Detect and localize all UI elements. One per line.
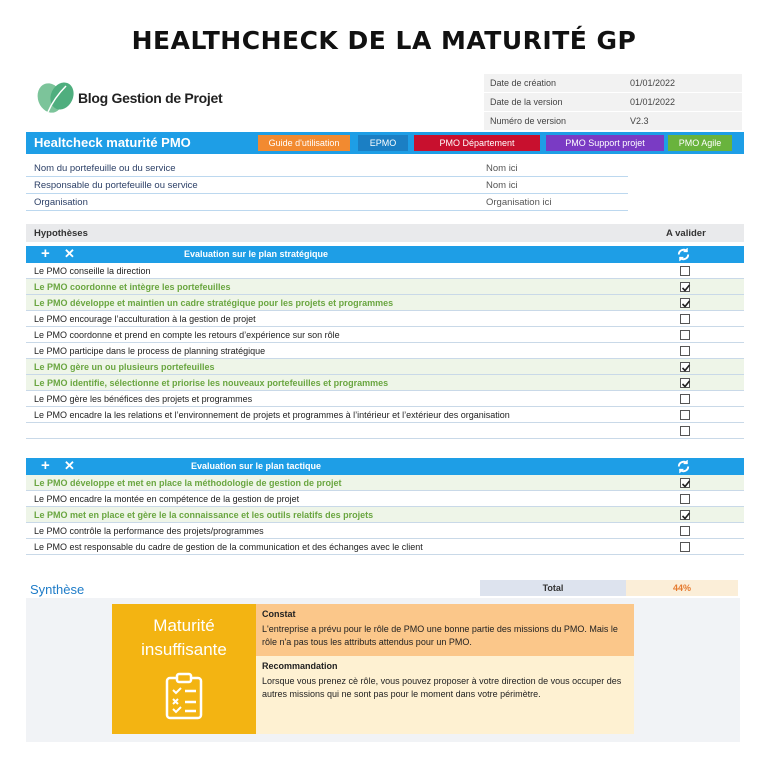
checkbox[interactable] <box>680 394 690 404</box>
checkbox[interactable] <box>680 266 690 276</box>
criteria-text: Le PMO gère un ou plusieurs portefeuilles <box>34 362 215 372</box>
recommendation-box <box>256 656 634 734</box>
validate-label: A valider <box>666 228 706 239</box>
total-label: Total <box>480 580 626 596</box>
criteria-text: Le PMO met en place et gère le la connaissance et les outils relatifs des projets <box>34 510 374 520</box>
criteria-row <box>26 423 744 439</box>
logo-text: Blog Gestion de Projet <box>78 90 223 106</box>
criteria-text: Le PMO encadre la les relations et l’environnement de projets et programmes à l’intérieur et l’extérieur des organisation <box>34 410 510 420</box>
strategic-section <box>26 246 744 439</box>
total-value: 44% <box>626 580 738 596</box>
info-label: Organisation <box>34 197 88 208</box>
leaf-logo-icon <box>36 80 78 114</box>
meta-value[interactable]: V2.3 <box>630 116 649 126</box>
checkmark-icon <box>681 299 691 309</box>
meta-label: Numéro de version <box>490 116 567 126</box>
hypotheses-header <box>26 224 744 242</box>
pmo-agile-button[interactable]: PMO Agile <box>668 135 732 151</box>
checkmark-icon <box>681 363 691 373</box>
info-value[interactable]: Nom ici <box>486 180 518 191</box>
tactical-section <box>26 458 744 555</box>
checkbox[interactable] <box>680 494 690 504</box>
meta-label: Date de création <box>490 78 557 88</box>
meta-value[interactable]: 01/01/2022 <box>630 97 676 107</box>
checkmark-icon <box>681 479 691 489</box>
maturity-line: Maturité <box>153 616 215 635</box>
criteria-text: Le PMO conseille la direction <box>34 266 151 276</box>
checkbox-checked[interactable] <box>680 510 690 520</box>
meta-label: Date de la version <box>490 97 563 107</box>
checkmark-icon <box>681 511 691 521</box>
criteria-row <box>26 539 744 555</box>
info-label: Responsable du portefeuille ou service <box>34 180 198 191</box>
info-value[interactable]: Nom ici <box>486 163 518 174</box>
maturity-text <box>112 614 256 662</box>
criteria-text: Le PMO encadre la montée en compétence de la gestion de projet <box>34 494 300 504</box>
remove-icon[interactable]: ✕ <box>64 246 75 261</box>
criteria-text: Le PMO participe dans le process de planning stratégique <box>34 346 266 356</box>
criteria-text: Le PMO développe et met en place la méthodologie de gestion de projet <box>34 478 342 488</box>
criteria-row <box>26 263 744 279</box>
maturity-line: insuffisante <box>141 640 227 659</box>
title-bar <box>26 132 744 154</box>
info-value[interactable]: Organisation ici <box>486 197 552 208</box>
criteria-text: Le PMO gère les bénéfices des projets et programmes <box>34 394 253 404</box>
meta-row <box>484 74 742 93</box>
recommendation-text: Lorsque vous prenez cè rôle, vous pouvez proposer à votre direction de vous occuper des autres missions qui ne sont pas pour le moment dans votre périmètre. <box>262 676 622 699</box>
synthese-label: Synthèse <box>30 582 85 597</box>
clipboard-checklist-icon <box>164 672 204 720</box>
info-fields <box>26 160 628 211</box>
recommendation-title: Recommandation <box>262 661 338 671</box>
constat-text: L'entreprise a prévu pour le rôle de PMO une bonne partie des missions du PMO. Mais le rôle n'a pas tous les attributs attendus pour un PMO. <box>262 624 618 647</box>
criteria-row <box>26 475 744 491</box>
refresh-icon[interactable] <box>676 459 691 474</box>
checkbox-checked[interactable] <box>680 298 690 308</box>
epmo-button[interactable]: EPMO <box>358 135 408 151</box>
criteria-text: Le PMO identifie, sélectionne et priorise les nouveaux portefeuilles et programmes <box>34 378 389 388</box>
add-icon[interactable]: + <box>41 245 50 262</box>
criteria-row <box>26 295 744 311</box>
info-label: Nom du portefeuille ou du service <box>34 163 176 174</box>
criteria-text: Le PMO encourage l’acculturation à la gestion de projet <box>34 314 256 324</box>
criteria-text: Le PMO développe et maintien un cadre stratégique pour les projets et programmes <box>34 298 394 308</box>
criteria-row <box>26 523 744 539</box>
criteria-text: Le PMO coordonne et prend en compte les retours d’expérience sur son rôle <box>34 330 340 340</box>
criteria-row <box>26 375 744 391</box>
checkbox[interactable] <box>680 426 690 436</box>
criteria-row <box>26 391 744 407</box>
pmo-departement-button[interactable]: PMO Département <box>414 135 540 151</box>
checkbox-checked[interactable] <box>680 378 690 388</box>
section-header <box>26 458 744 475</box>
criteria-list <box>26 475 744 555</box>
add-icon[interactable]: + <box>41 457 50 474</box>
checkbox-checked[interactable] <box>680 478 690 488</box>
version-meta <box>484 74 742 131</box>
checkbox[interactable] <box>680 330 690 340</box>
spreadsheet <box>26 74 744 742</box>
checkmark-icon <box>681 283 691 293</box>
checkbox[interactable] <box>680 346 690 356</box>
criteria-list <box>26 263 744 439</box>
criteria-text: Le PMO coordonne et intègre les portefeuilles <box>34 282 231 292</box>
meta-row <box>484 93 742 112</box>
meta-value[interactable]: 01/01/2022 <box>630 78 676 88</box>
info-row <box>26 194 628 211</box>
criteria-row <box>26 279 744 295</box>
pmo-support-button[interactable]: PMO Support projet <box>546 135 664 151</box>
checkmark-icon <box>681 379 691 389</box>
criteria-row <box>26 343 744 359</box>
page-title: HEALTHCHECK DE LA MATURITÉ GP <box>131 26 637 55</box>
remove-icon[interactable]: ✕ <box>64 458 75 473</box>
info-row <box>26 160 628 177</box>
checkbox[interactable] <box>680 314 690 324</box>
info-row <box>26 177 628 194</box>
criteria-text: Le PMO est responsable du cadre de gestion de la communication et des échanges avec le client <box>34 542 423 552</box>
maturity-box <box>112 604 256 734</box>
criteria-text: Le PMO contrôle la performance des projets/programmes <box>34 526 264 536</box>
guide-button[interactable]: Guide d'utilisation <box>258 135 350 151</box>
criteria-row <box>26 507 744 523</box>
constat-title: Constat <box>262 609 296 619</box>
criteria-row <box>26 407 744 423</box>
criteria-row <box>26 359 744 375</box>
criteria-row <box>26 311 744 327</box>
section-title: Evaluation sur le plan tactique <box>190 461 322 471</box>
sheet-title: Healtcheck maturité PMO <box>34 135 191 150</box>
checkbox[interactable] <box>680 542 690 552</box>
section-title: Evaluation sur le plan stratégique <box>183 249 329 259</box>
constat-box <box>256 604 634 656</box>
checkbox-checked[interactable] <box>680 362 690 372</box>
checkbox[interactable] <box>680 410 690 420</box>
refresh-icon[interactable] <box>676 247 691 262</box>
checkbox[interactable] <box>680 526 690 536</box>
hypotheses-label: Hypothèses <box>34 228 88 239</box>
section-header <box>26 246 744 263</box>
checkbox-checked[interactable] <box>680 282 690 292</box>
criteria-row <box>26 491 744 507</box>
meta-row <box>484 112 742 131</box>
criteria-row <box>26 327 744 343</box>
